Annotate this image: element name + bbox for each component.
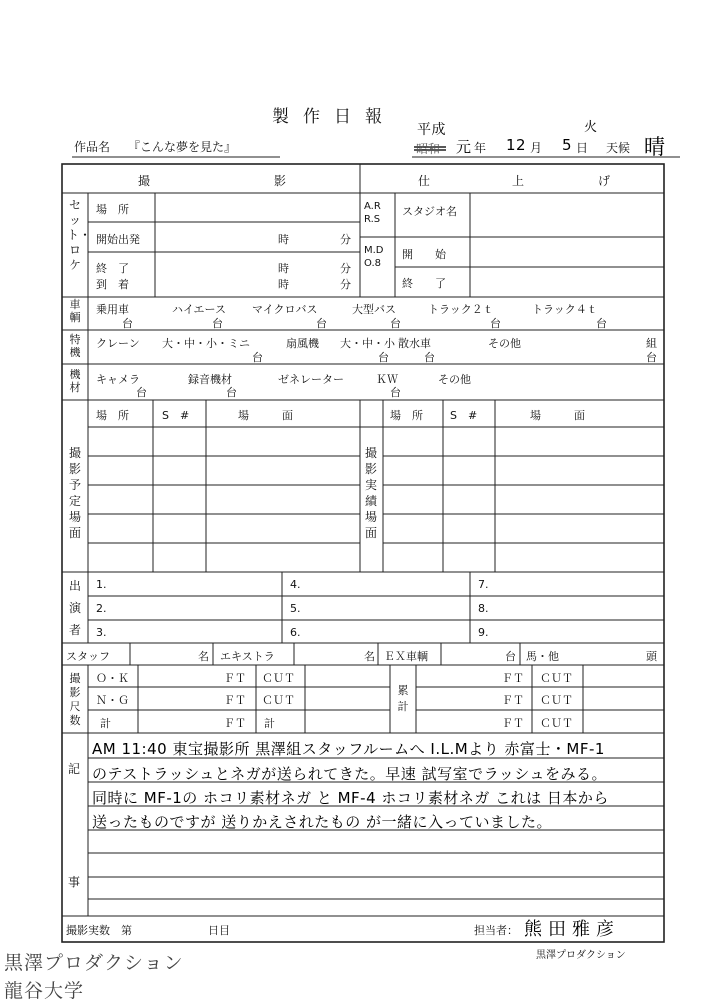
equipment-item-0: キャメラ (96, 373, 140, 386)
planned-col-s: S # (162, 409, 190, 422)
fan-sizes: 大・中・小 (340, 337, 395, 350)
crane-sizes: 大・中・小・ミニ (162, 337, 250, 350)
cast-number-7: 7. (478, 578, 489, 591)
planned-col-scene: 場 面 (238, 409, 293, 422)
md-label: M.D O.8 (364, 245, 384, 269)
cum-cut-3: ＣＵＴ (540, 717, 573, 730)
ok-ft: ＦＴ (224, 672, 246, 685)
total-label: 計 (100, 717, 111, 730)
vehicles-label: 車輌 (69, 298, 81, 324)
month-value: 12 (506, 136, 527, 154)
person-label: 担当者： (474, 924, 518, 937)
horse-label: 馬・他 (526, 650, 559, 663)
fan-unit: 台 (378, 351, 389, 364)
start-depart-label: 開始出発 (96, 233, 140, 246)
vehicle-unit-4: 台 (490, 317, 501, 330)
extra-label: エキストラ (220, 650, 275, 663)
finishing-header-1: 仕 (418, 174, 431, 188)
staff-label: スタッフ (66, 650, 110, 663)
finishing-header-3: げ (598, 174, 611, 188)
ng-ft: ＦＴ (224, 694, 246, 707)
cum-ft-3: ＦＴ (502, 717, 524, 730)
ars-label: A.R R.S (364, 201, 381, 225)
crane-unit: 台 (252, 351, 263, 364)
arrive-label: 到 着 (96, 278, 129, 291)
planned-col-place: 場 所 (96, 409, 129, 422)
minute-unit-1: 分 (340, 233, 351, 246)
vehicle-unit-5: 台 (596, 317, 607, 330)
equipment-item-1: 録音機材 (188, 373, 232, 386)
actual-col-place: 場 所 (390, 409, 423, 422)
ex-vehicle-unit: 台 (505, 650, 516, 663)
vehicle-item-0: 乗用車 (96, 303, 129, 316)
work-name: 『こんな夢を見た』 (128, 140, 237, 154)
cast-number-6: 6. (290, 626, 301, 639)
set-loca-label: セット・ロケ (67, 198, 92, 272)
crane-label: クレーン (96, 337, 140, 350)
ok-label: Ｏ・Ｋ (96, 672, 129, 685)
end-label: 終 了 (96, 262, 129, 275)
day-value: 5 (562, 136, 573, 154)
actual-col-s: S # (450, 409, 478, 422)
vehicle-item-4: トラック２ｔ (428, 303, 494, 316)
notes-line-4: 送ったものですが 送りかえされたもの が一緒に入っていました。 (92, 813, 553, 831)
notes-line-3: 同時に MF-1の ホコリ素材ネガ と MF-4 ホコリ素材ネガ これは 日本から (92, 789, 609, 807)
set-unit: 組 (646, 337, 657, 350)
shooting-days-label: 撮影実数 第 (66, 924, 132, 937)
vehicle-unit-1: 台 (212, 317, 223, 330)
era-struck: 昭和 (416, 142, 441, 156)
vehicle-item-5: トラック４ｔ (532, 303, 598, 316)
day-unit: 日 (576, 141, 589, 155)
minute-unit-3: 分 (340, 278, 351, 291)
equipment-unit-3: 台 (390, 386, 401, 399)
shooting-days-unit: 日目 (208, 924, 230, 937)
ok-cut: ＣＵＴ (262, 672, 295, 685)
equipment-item-2: ゼネレーター (278, 373, 344, 386)
vehicle-item-1: ハイエース (172, 303, 227, 316)
hour-unit-2: 時 (278, 262, 289, 275)
vehicle-item-2: マイクロバス (252, 303, 318, 316)
notes-label-top: 記 (68, 762, 81, 776)
studio-name-label: スタジオ名 (402, 205, 457, 218)
horse-unit: 頭 (646, 650, 657, 663)
equipment-unit-0: 台 (136, 386, 147, 399)
year-unit: 年 (474, 141, 487, 155)
fan-label: 扇風機 (286, 337, 319, 350)
equipment-item-4: その他 (438, 373, 471, 386)
shooting-header-1: 撮 (138, 174, 151, 188)
work-name-label: 作品名 (74, 140, 111, 154)
special-other-unit: 台 (646, 351, 657, 364)
special-other-label: その他 (488, 337, 521, 350)
planned-scenes-label: 撮影予定場面 (68, 446, 81, 540)
cast-number-8: 8. (478, 602, 489, 615)
weather-label: 天候 (606, 141, 631, 155)
cast-label: 出演者 (68, 579, 81, 637)
finishing-header-2: 上 (512, 174, 525, 188)
company-name: 黒澤プロダクション (536, 950, 626, 961)
cum-ft-1: ＦＴ (502, 672, 524, 685)
actual-scenes-label: 撮影実績場面 (364, 446, 377, 540)
extra-name-unit: 名 (364, 650, 375, 663)
equipment-unit-1: 台 (226, 386, 237, 399)
total-sum: 計 (264, 717, 275, 730)
shooting-header-2: 影 (274, 174, 287, 188)
equipment-label: 機材 (69, 368, 81, 394)
vehicle-item-3: 大型バス (352, 303, 396, 316)
cum-cut-2: ＣＵＴ (540, 694, 573, 707)
cast-number-5: 5. (290, 602, 301, 615)
page-title: 製作日報 (272, 107, 396, 127)
ng-label: Ｎ・Ｇ (96, 694, 129, 707)
month-unit: 月 (530, 141, 543, 155)
cast-number-9: 9. (478, 626, 489, 639)
vehicle-unit-2: 台 (316, 317, 327, 330)
ng-cut: ＣＵＴ (262, 694, 295, 707)
minute-unit-2: 分 (340, 262, 351, 275)
staff-name-unit: 名 (198, 650, 209, 663)
cast-number-2: 2. (96, 602, 107, 615)
hour-unit-1: 時 (278, 233, 289, 246)
ex-vehicle-label: ＥＸ車輌 (384, 650, 428, 663)
era-hand: 平成 (417, 122, 446, 138)
cumulative-label: 累計 (397, 684, 409, 713)
start-label: 開 始 (402, 248, 446, 261)
finish-label: 終 了 (402, 277, 446, 290)
cum-cut-1: ＣＵＴ (540, 672, 573, 685)
notes-line-2: のテストラッシュとネガが送られてきた。早速 試写室でラッシュをみる。 (92, 765, 607, 783)
vehicle-unit-3: 台 (390, 317, 401, 330)
cast-number-4: 4. (290, 578, 301, 591)
cast-number-3: 3. (96, 626, 107, 639)
total-ft: ＦＴ (224, 717, 246, 730)
cum-ft-2: ＦＴ (502, 694, 524, 707)
weekday-value: 火 (584, 120, 598, 135)
notes-line-1: AM 11:40 東宝撮影所 黒澤組スタッフルームへ I.L.Mより 赤富士・MF-1 (92, 740, 605, 758)
place-label: 場 所 (96, 203, 129, 216)
actual-col-scene: 場 面 (530, 409, 585, 422)
equipment-item-3: ＫＷ (376, 373, 398, 386)
watermark-line-1: 黒澤プロダクション (4, 952, 184, 974)
cast-number-1: 1. (96, 578, 107, 591)
sprinkler-label: 散水車 (398, 337, 431, 350)
notes-label-bottom: 事 (68, 875, 81, 889)
weather-value: 晴 (644, 135, 666, 159)
year-value: 元 (456, 138, 472, 156)
special-label: 特機 (69, 333, 81, 359)
vehicle-unit-0: 台 (122, 317, 133, 330)
sprinkler-unit: 台 (424, 351, 435, 364)
hour-unit-3: 時 (278, 278, 289, 291)
watermark-line-2: 龍谷大学 (4, 980, 85, 1002)
footage-label: 撮影尺数 (69, 672, 81, 727)
person-signature: 熊田雅彦 (524, 919, 620, 940)
